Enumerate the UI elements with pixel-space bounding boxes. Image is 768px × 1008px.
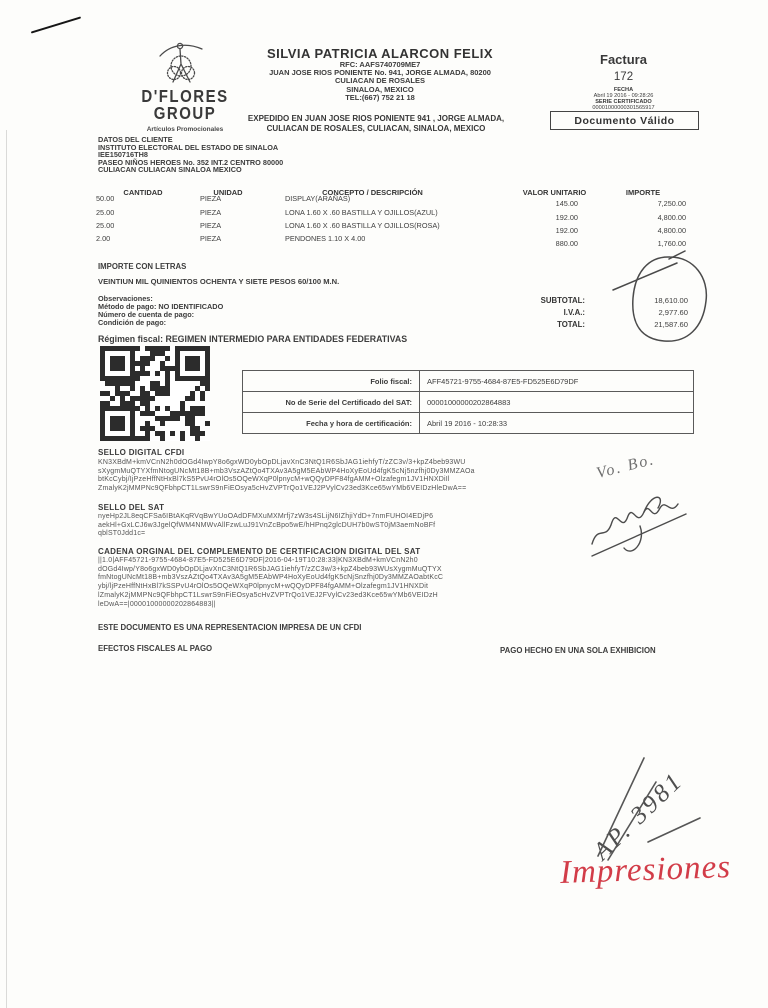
issuer-phone: TEL:(667) 752 21 18 <box>345 92 415 102</box>
qr-finder-top-left <box>100 346 135 381</box>
folio-fiscal-label: Folio fiscal: <box>243 371 420 392</box>
client-address: PASEO NIÑOS HEROES No. 352 INT.2 CENTRO 80000 <box>98 157 284 167</box>
cell-valor-unitario: 192.00 <box>555 226 578 235</box>
col-header-valor-unitario: VALOR UNITARIO <box>522 188 587 197</box>
cell-valor-unitario: 880.00 <box>555 239 578 248</box>
cell-unidad: PIEZA <box>200 208 222 217</box>
client-block <box>98 136 283 174</box>
sello-sat-line: qblST0Jdd1c= <box>98 530 146 538</box>
iva-label: I.V.A.: <box>563 308 585 317</box>
pen-mark-artifact <box>31 16 81 33</box>
issuer-address-line3: SINALOA, MEXICO <box>346 84 414 94</box>
sello-cfdi-line: btKcCybj/IjPzeHffNtHxBl7kS5PvU4rOlOs5OQeWXqP0lpnycM+wQQyDPF84fgAMM+Olzafegm1JV1HNXDiIl <box>98 476 450 484</box>
table-row <box>243 371 694 392</box>
cfdi-representation-note: ESTE DOCUMENTO ES UNA REPRESENTACION IMPRESA DE UN CFDI <box>98 623 362 632</box>
cadena-line: ybj/ljPzeHffNtHxBl7kSSPvU4rOlOs5OQeWXqP0lpnycM+wQQyDPF84fgAMM+Olzafegm1JV1HNXDit <box>98 583 429 591</box>
qr-finder-top-right <box>175 346 210 381</box>
condicion-de-pago: Condición de pago: <box>98 318 167 327</box>
cell-cantidad: 50.00 <box>96 194 115 203</box>
cell-importe: 7,250.00 <box>657 199 686 208</box>
invoice-doc-type: Factura <box>600 52 647 67</box>
sello-cfdi-line: sXygmMuQTYXfmNtogUNcMt18B+mb3VszAZtQo4TXAv3A5gM5EAbWP4HoXyEoUd4fgK5cNj5nzfhj0Dy3MMZAOa <box>98 467 475 475</box>
folio-fiscal-value: AFF45721-9755-4684-87E5-FD525E6D79DF <box>420 371 694 392</box>
col-header-unidad: UNIDAD <box>213 188 243 197</box>
client-name: INSTITUTO ELECTORAL DEL ESTADO DE SINALOA <box>98 142 279 152</box>
fecha-certificacion-value: Abril 19 2016 - 10:28:33 <box>420 413 694 434</box>
vobo-handwritten-note: Vo. Bo. <box>594 451 657 482</box>
cadena-line: lZmalyK2jMMPNc9QFbhpCT1LswrS9nFiEOsya5cHvZVPTrQo1VEJ2FVylCv23ed3Kce65wYMb6VEIDzH <box>98 591 438 599</box>
logo-text-dflores: D'FLORES <box>141 86 229 107</box>
payment-block <box>98 295 223 327</box>
issuer-address-block <box>180 61 580 102</box>
folio-fiscal-table <box>242 370 694 434</box>
cadena-line: ||1.0|AFF45721-9755-4684-87E5-FD525E6D79DF|2016-04-19T10:28:33|KN3XBdM+kmVCnN2h0 <box>98 557 418 564</box>
sello-cfdi-line: ZmalyK2jMMPNc9QFbhpCT1LswrS9nFiEOsya5cHvZVPTrQo1VEJ2PVylCv23ed3Kce65wYMb6VEIDzHleDwA== <box>98 485 467 493</box>
sello-cfdi-label: SELLO DIGITAL CFDI <box>98 448 185 457</box>
documento-valido-stamp <box>550 111 699 130</box>
invoice-number: 172 <box>613 71 634 83</box>
issuer-name: SILVIA PATRICIA ALARCON FELIX <box>266 46 494 61</box>
expedido-line1: EXPEDIDO EN JUAN JOSE RIOS PONIENTE 941 , JORGE ALMADA, <box>247 114 505 123</box>
cell-importe: 1,760.00 <box>657 239 686 248</box>
cell-valor-unitario: 192.00 <box>555 213 578 222</box>
subtotal-value: 18,610.00 <box>654 296 688 305</box>
fecha-certificacion-label: Fecha y hora de certificación: <box>243 413 420 434</box>
cell-concepto: LONA 1.60 X .60 BASTILLA Y OJILLOS(AZUL) <box>285 208 438 217</box>
invoice-serie-label: SERIE CERTIFICADO <box>595 99 652 105</box>
expedido-block <box>176 114 576 133</box>
qr-code <box>100 346 210 441</box>
expedido-line2: CULIACAN DE ROSALES, CULIACAN, SINALOA, MEXICO <box>266 123 486 133</box>
cell-valor-unitario: 145.00 <box>555 199 578 208</box>
sello-cfdi-line: KN3XBdM+kmVCnN2h0dOGd4IwpY8o6gxWD0ybOpDLjavXnC3NtQ1R6SbJAG1iehfyT/zZC3v/3+kpZ4beb93WU <box>98 459 466 466</box>
cadena-original-label: CADENA ORGINAL DEL COMPLEMENTO DE CERTIFICACION DIGITAL DEL SAT <box>98 547 421 556</box>
documento-valido-label: Documento Válido <box>574 114 675 127</box>
total-label: TOTAL: <box>557 320 585 329</box>
cell-cantidad: 2.00 <box>96 234 111 243</box>
table-row <box>243 413 694 434</box>
invoice-fecha-label: FECHA <box>613 87 634 93</box>
no-serie-sat-label: No de Serie del Certificado del SAT: <box>243 392 420 413</box>
cell-unidad: PIEZA <box>200 234 222 243</box>
impresiones-handwritten-red: Impresiones <box>559 849 732 891</box>
sello-sat-text <box>98 513 435 539</box>
cadena-line: leDwA==|00001000000202864883|| <box>98 600 216 608</box>
scan-edge-line <box>6 130 7 1008</box>
logo-text-group: GROUP <box>153 103 217 124</box>
total-value: 21,587.60 <box>654 320 688 329</box>
metodo-de-pago: Método de pago: NO IDENTIFICADO <box>98 302 224 311</box>
logo-tagline: Artículos Promocionales <box>146 126 224 133</box>
client-city: CULIACAN CULIACAN SINALOA MEXICO <box>98 165 242 175</box>
col-header-concepto: CONCEPTO / DESCRIPCIÓN <box>322 188 423 197</box>
subtotal-label: SUBTOTAL: <box>540 296 585 305</box>
iva-value: 2,977.60 <box>658 308 688 317</box>
sello-sat-label: SELLO DEL SAT <box>98 503 165 512</box>
client-section-label: DATOS DEL CLIENTE <box>98 135 173 144</box>
col-header-cantidad: CANTIDAD <box>123 188 163 197</box>
cadena-line: dOGd4Iwp/Y8o6gxWD0ybOpDLjavXnC3NtQ1R6SbJAG1iehfyT/zZC3w/3+kpZ4beb93WUsXygmMuQTYX <box>98 565 442 573</box>
cell-unidad: PIEZA <box>200 221 222 230</box>
signature-scribble <box>582 486 700 564</box>
sello-sat-line: nyeHp2JL8eqCFSa6IBtAKqRVqBwYUoOAdDFMXuMXMrfj7zW3s4SLijN6IZhjiYdD+7nmFUHOI4EDjP6 <box>98 513 434 520</box>
issuer-rfc: RFC: AAFS740709ME7 <box>339 60 421 69</box>
cell-concepto: LONA 1.60 X .60 BASTILLA Y OJILLOS(ROSA) <box>285 221 440 230</box>
no-serie-sat-value: 00001000000202864883 <box>420 392 694 413</box>
client-rfc: IEE150716TH8 <box>98 150 148 160</box>
cell-concepto: PENDONES 1.10 X 4.00 <box>285 234 366 243</box>
cell-cantidad: 25.00 <box>96 221 115 230</box>
qr-finder-bottom-left <box>100 406 135 441</box>
invoice-fecha-value: Abril 19 2016 - 09:28:26 <box>593 93 654 99</box>
cell-concepto: DISPLAY(ARAÑAS) <box>285 194 351 203</box>
cell-importe: 4,800.00 <box>657 213 686 222</box>
importe-con-letras-label: IMPORTE CON LETRAS <box>98 262 187 271</box>
sello-cfdi-text <box>98 459 475 494</box>
cell-importe: 4,800.00 <box>657 226 686 235</box>
issuer-address-line1: JUAN JOSE RIOS PONIENTE No. 941, JORGE ALMADA, 80200 <box>269 68 491 78</box>
importe-con-letras-text: VEINTIUN MIL QUINIENTOS OCHENTA Y SIETE PESOS 60/100 M.N. <box>98 277 340 286</box>
cadena-original-text <box>98 557 443 609</box>
ap-number-handwritten: AP. 3981 <box>588 766 689 866</box>
numero-de-cuenta: Número de cuenta de pago: <box>98 310 195 319</box>
table-row <box>243 392 694 413</box>
invoice-serie-value: 00001000000301565917 <box>592 105 655 111</box>
efectos-fiscales-note: EFECTOS FISCALES AL PAGO <box>98 644 213 653</box>
cell-unidad: PIEZA <box>200 194 222 203</box>
sello-sat-line: aekHl+GxLCJ6w3JgelQfWM4NMWvAllFzwLuJ91VnZcBpo5wE/hHPnq2glcDUH7b0wST0jM3aemNoBFf <box>98 521 436 529</box>
issuer-address-line2: CULIACAN DE ROSALES <box>334 76 425 86</box>
col-header-importe: IMPORTE <box>625 188 661 197</box>
regimen-fiscal: Régimen fiscal: REGIMEN INTERMEDIO PARA ENTIDADES FEDERATIVAS <box>98 334 408 344</box>
observaciones-label: Observaciones: <box>98 294 153 303</box>
cell-cantidad: 25.00 <box>96 208 115 217</box>
cadena-line: fmNtogUNcMt18B+mb3VszAZtQo4TXAv3A5gM5EAbWP4HoXyEoUd4fgK5cNjSnzfhj0Dy3MMZAOabtKcC <box>98 574 444 582</box>
pago-exhibicion-note: PAGO HECHO EN UNA SOLA EXHIBICION <box>500 646 656 655</box>
